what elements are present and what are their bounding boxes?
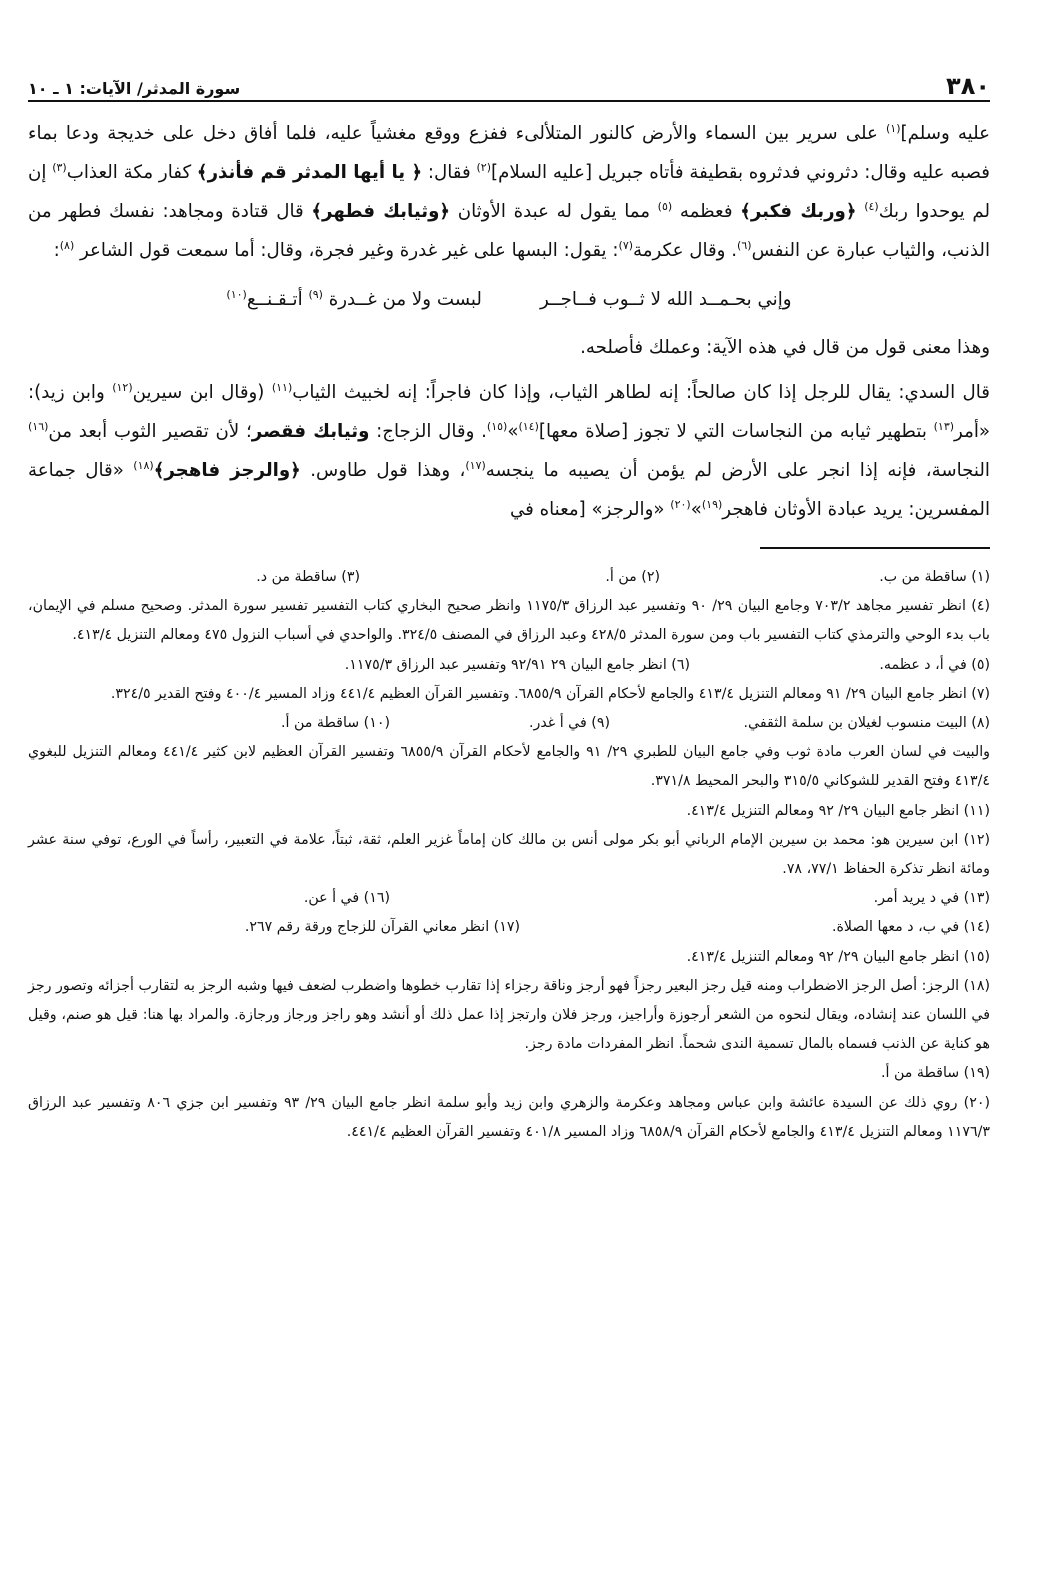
text-run: كفار مكة العذاب <box>66 162 197 183</box>
text-run: : يقول: البسها على غير غدرة وغير فجرة، وقال: أما سمعت قول الشاعر <box>74 240 619 261</box>
text-run: إن لم يوحدوا ربك <box>28 162 990 222</box>
text-run: (وقال ابن سيرين <box>132 382 272 403</box>
text-run: أتـقـنــع <box>246 289 309 310</box>
footnote-ref: (٨) <box>59 238 75 252</box>
footnote-13: (١٣) في د يريد أمر. <box>873 890 990 907</box>
quran-verse: ﴿وثيابك فطهر﴾ <box>311 201 451 222</box>
text-run: ، وهذا قول طاوس. <box>300 460 466 481</box>
footnote-row <box>28 709 990 738</box>
footnote-ref: (١) <box>885 121 901 135</box>
quran-verse: وثيابك فقصر <box>251 421 370 442</box>
footnote-14: (١٤) في ب، د معها الصلاة. <box>831 919 990 936</box>
footnote-ref: (١٣) <box>933 419 955 433</box>
main-text <box>28 114 990 529</box>
footnote-15: (١٥) انظر جامع البيان ٢٩/ ٩٢ ومعالم التنزيل ٤١٣/٤. <box>686 948 990 965</box>
text-run: وابن زيد): «أمر <box>28 382 991 442</box>
footnote-ref: (٦) <box>737 238 752 252</box>
footnote-ref: (١٩) <box>701 497 723 511</box>
footnote-ref: (٥) <box>657 199 673 213</box>
footnote-ref: (١٥) <box>486 419 508 433</box>
text-run: . وقال الزجاج: <box>369 421 487 442</box>
footnote-19: (١٩) ساقطة من أ. <box>881 1065 990 1082</box>
footnote-20: (٢٠) روي ذلك عن السيدة عائشة وابن عباس ومجاهد وعكرمة والزهري وابن زيد وأبو سلمة انظر جامع البيان ٢٩/ ٩٣ وتفسير ابن جزي ٨٠٦ وتفسير عبد الرزاق ١١٧٦/٣ ومعالم التنزيل ٤١٣/٤ والجامع لأحكام القرآن ٦٨٥٨/٩ وزاد المسير ٤٠١/٨ وتفسير القرآن العظيم ٤٤١/٤. <box>28 1094 990 1140</box>
paragraph-3 <box>28 373 990 529</box>
footnote-1: (١) ساقطة من ب. <box>879 569 990 585</box>
footnote-4: (٤) انظر تفسير مجاهد ٧٠٣/٢ وجامع البيان ٢٩/ ٩٠ وتفسير عبد الرزاق ١١٧٥/٣ وانظر صحيح البخاري كتاب التفسير تفسير سورة المدثر. وصحيح مسلم في الإيمان، باب بدء الوحي والترمذي كتاب التفسير باب ومن سورة المدثر ٤٢٨/٥ وعبد الرزاق في المصنف ٣٢٤/٥. والواحدي في أسباب النزول ٤٧٥ ومعالم التنزيل ٤١٣/٤. <box>28 598 990 644</box>
quran-verse: ﴿وربك فكبر﴾ <box>740 201 857 222</box>
footnote-ref: (١٤) <box>518 419 539 433</box>
footnote-row <box>28 563 990 592</box>
footnote-ref: (١٧) <box>465 458 486 472</box>
footnote-ref: (١٠) <box>226 287 247 301</box>
text-run: «والرجز» [معناه في <box>509 499 671 520</box>
footnote-ref: (٧) <box>618 238 634 252</box>
quran-verse: ﴿ يا أيها المدثر قم فأنذر﴾ <box>196 162 423 183</box>
footnote-11: (١١) انظر جامع البيان ٢٩/ ٩٢ ومعالم التنزيل ٤١٣/٤. <box>686 802 990 819</box>
footnote-9: (٩) في أ غدر. <box>528 715 610 732</box>
text-run: بتطهير ثيابه من النجاسات التي لا تجوز [صلاة معها] <box>538 421 934 442</box>
verse-hemistich-2 <box>226 276 482 324</box>
text-run: فقال: <box>422 162 477 183</box>
footnote-17: (١٧) انظر معاني القرآن للزجاج ورقة رقم ٢٦٧. <box>244 919 520 936</box>
footnotes <box>28 563 990 1147</box>
footnote-ref: (٢) <box>476 160 492 174</box>
text-run: على سرير بين السماء والأرض كالنور المتلألىء ففزع ووقع مغشياً عليه، فلما أفاق دخل على خديجة ودعا بماء فصبه عليه وقال: دثروني فدثروه بقطيفة فأتاه جبريل [عليه السلام] <box>28 123 991 183</box>
footnote-ref: (٢٠) <box>670 497 691 511</box>
footnote-6: (٦) انظر جامع البيان ٢٩ ٩٢/٩١ وتفسير عبد الرزاق ١١٧٥/٣. <box>344 656 690 673</box>
verse-hemistich-1: وإني بحـمــد الله لا ثــوب فــاجــر <box>539 289 792 310</box>
text-run: فعظمه <box>672 201 741 222</box>
footnote-3: (٣) ساقطة من د. <box>256 569 360 585</box>
text-run: قال السدي: يقال للرجل إذا كان صالحاً: إنه لطاهر الثياب، وإذا كان فاجراً: إنه لخبيث الثياب <box>292 382 990 403</box>
footnote-ref: (٤) <box>864 199 879 213</box>
text-run: قال قتادة ومجاهد: نفسك فطهر من الذنب، والثياب عبارة عن النفس <box>28 201 990 261</box>
footnote-row <box>28 651 990 680</box>
footnote-12: (١٢) ابن سيرين هو: محمد بن سيرين الإمام الرباني أبو بكر مولى أنس بن مالك كان إماماً غزير العلم، ثقة، ثبتاً، علامة في التعبير، رأساً في الورع، توفي سنة عشر ومائة انظر تذكرة الحفاظ ٧٧/١، ٧٨. <box>28 831 990 878</box>
quran-verse: ﴿والرجز فاهجر﴾ <box>153 460 301 481</box>
footnote-ref: (٣) <box>52 160 67 174</box>
text-run: . وقال عكرمة <box>633 240 738 261</box>
footnote-separator <box>760 547 990 549</box>
footnote-16: (١٦) في أ عن. <box>303 890 390 907</box>
text-run: » <box>507 421 519 442</box>
text-run: لبست ولا من غــدرة <box>322 289 482 310</box>
footnote-8: (٨) البيت منسوب لغيلان بن سلمة الثقفي. <box>743 715 990 732</box>
footnote-ref: (١٨) <box>133 458 154 472</box>
footnote-8-continued: والبيت في لسان العرب مادة ثوب وفي جامع البيان للطبري ٢٩/ ٩١ والجامع لأحكام القرآن ٦٨٥٥/٩ وتفسير القرآن العظيم لابن كثير ٤٤١/٤ ومعالم التنزيل للبغوي ٤١٣/٤ وفتح القدير للشوكاني ٣١٥/٥ والبحر المحيط ٣٧١/٨. <box>28 744 991 790</box>
footnote-row <box>28 884 990 913</box>
footnote-18: (١٨) الرجز: أصل الرجز الاضطراب ومنه قيل رجز البعير رجزاً فهو أرجز وناقة رجزاء إذا تقارب خطوها واضطرب لضعف فيها وشبه الرجز به لتقارب أجزائه وتصور رجز في اللسان عند إنشاده، ويقال لنحوه من الشعر أرجوزة وأراجيز، ورجز فلان وارتجز إذا عمل ذلك أو أنشد وهو راجز ورجاز ورجازة. والمراد بها هنا: قيل هو صنم، وقيل هو كناية عن الذنب فسماه بالمال تسمية الندى شحماً. انظر المفردات مادة رجز. <box>28 977 990 1053</box>
page-number: ٣٨٠ <box>946 72 990 100</box>
footnote-10: (١٠) ساقطة من أ. <box>281 715 390 732</box>
text-run: «قال جماعة المفسرين: يريد عبادة الأوثان فاهجر <box>28 460 990 520</box>
footnote-ref: (١٦) <box>28 419 49 433</box>
paragraph-2: وهذا معنى قول من قال في هذه الآية: وعملك فأصلحه. <box>580 337 990 358</box>
running-header <box>28 60 990 102</box>
text-run: مما يقول له عبدة الأوثان <box>450 201 658 222</box>
footnote-ref: (١٢) <box>112 380 133 394</box>
text-run: ؛ لأن تقصير الثوب أبعد من <box>48 421 252 442</box>
footnote-2: (٢) من أ. <box>605 569 660 585</box>
book-page <box>28 60 990 1147</box>
header-title: سورة المدثر/ الآيات: ١ ـ ١٠ <box>28 79 241 98</box>
footnote-5: (٥) في أ، د عظمه. <box>879 656 990 673</box>
footnote-7: (٧) انظر جامع البيان ٢٩/ ٩١ ومعالم التنزيل ٤١٣/٤ والجامع لأحكام القرآن ٦٨٥٥/٩. وتفسير القرآن العظيم ٤٤١/٤ وزاد المسير ٤٠٠/٤ وفتح القدير ٣٢٤/٥. <box>110 685 990 702</box>
text-run: : <box>53 240 60 261</box>
footnote-ref: (١١) <box>271 380 293 394</box>
poetry-verse <box>28 276 990 324</box>
text-run: النجاسة، فإنه إذا انجر على الأرض لم يؤمن أن يصيبه ما ينجسه <box>485 460 990 481</box>
text-run: عليه وسلم] <box>900 123 990 144</box>
paragraph-1 <box>28 114 990 270</box>
footnote-ref: (٩) <box>308 287 323 301</box>
text-run: » <box>690 499 702 520</box>
footnote-row <box>28 913 990 942</box>
